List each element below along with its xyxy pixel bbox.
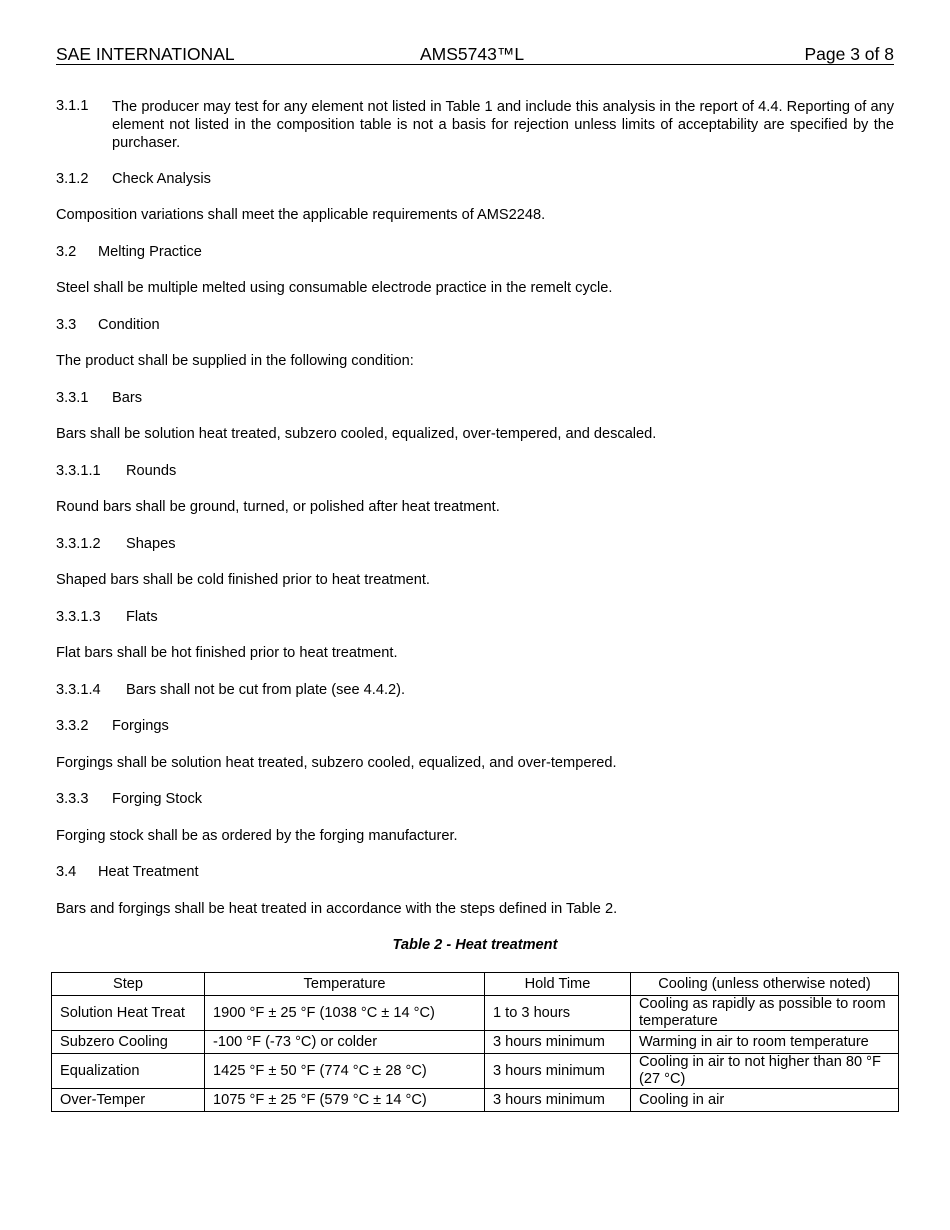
- section-title: Bars: [112, 390, 143, 406]
- cell-hold-time: 3 hours minimum: [485, 1054, 631, 1089]
- section-3-3-3-heading: [56, 790, 894, 808]
- section-title: Forging Stock: [112, 791, 203, 807]
- column-header-hold-time: Hold Time: [485, 973, 631, 996]
- section-3-1-1: [56, 98, 894, 152]
- table-row: [52, 996, 899, 1031]
- section-title: Melting Practice: [98, 244, 202, 260]
- cell-temperature: 1425 °F ± 50 °F (774 °C ± 28 °C): [205, 1054, 485, 1089]
- section-3-3-1-body: Bars shall be solution heat treated, subzero cooled, equalized, over-tempered, and descaled.: [56, 426, 657, 442]
- section-3-3-3-body: Forging stock shall be as ordered by the forging manufacturer.: [56, 828, 458, 844]
- section-title: Bars shall not be cut from plate (see 4.4.2).: [126, 682, 406, 698]
- table-row: [52, 1054, 899, 1089]
- cell-cooling: Cooling as rapidly as possible to room temperature: [631, 996, 899, 1031]
- cell-hold-time: 3 hours minimum: [485, 1031, 631, 1054]
- section-3-3-1-2-heading: [56, 535, 894, 553]
- section-number: 3.3.1.1: [56, 463, 101, 479]
- table-caption: Table 2 - Heat treatment: [392, 937, 558, 953]
- column-header-step: Step: [52, 973, 205, 996]
- cell-hold-time: 3 hours minimum: [485, 1089, 631, 1112]
- section-title: Flats: [126, 609, 158, 625]
- section-number: 3.4: [56, 864, 77, 880]
- cell-temperature: 1900 °F ± 25 °F (1038 °C ± 14 °C): [205, 996, 485, 1031]
- cell-temperature: -100 °F (-73 °C) or colder: [205, 1031, 485, 1054]
- cell-step: Over-Temper: [52, 1089, 205, 1112]
- cell-temperature: 1075 °F ± 25 °F (579 °C ± 14 °C): [205, 1089, 485, 1112]
- section-3-1-2-heading: [56, 170, 894, 188]
- cell-step: Subzero Cooling: [52, 1031, 205, 1054]
- section-number: 3.2: [56, 244, 77, 260]
- section-3-4-heading: [56, 863, 894, 881]
- section-3-1-2-body: Composition variations shall meet the applicable requirements of AMS2248.: [56, 207, 546, 223]
- section-title: Forgings: [112, 718, 169, 734]
- section-3-3-1-2-body: Shaped bars shall be cold finished prior to heat treatment.: [56, 572, 430, 588]
- section-3-3-1-3-body: Flat bars shall be hot finished prior to heat treatment.: [56, 645, 398, 661]
- section-title: Heat Treatment: [98, 864, 199, 880]
- section-3-3-1-3-heading: [56, 608, 894, 626]
- section-number: 3.1.2: [56, 171, 89, 187]
- section-text: The producer may test for any element not listed in Table 1 and include this analysis in the report of 4.4. Reporting of any element not listed in the composition table is not a basis for rejection unless limits of acceptability are specified by the purchaser.: [112, 99, 894, 151]
- section-number: 3.3.1.2: [56, 536, 101, 552]
- cell-step: Solution Heat Treat: [52, 996, 205, 1031]
- heat-treatment-table: [51, 972, 899, 1112]
- section-number: 3.3: [56, 317, 77, 333]
- section-3-3-heading: [56, 316, 894, 334]
- column-header-cooling: Cooling (unless otherwise noted): [631, 973, 899, 996]
- table-row: [52, 1031, 899, 1054]
- page-header: [56, 44, 894, 65]
- section-3-3-1-4: [56, 681, 894, 699]
- section-3-4-body: Bars and forgings shall be heat treated in accordance with the steps defined in Table 2.: [56, 901, 618, 917]
- cell-cooling: Cooling in air to not higher than 80 °F (27 °C): [631, 1054, 899, 1089]
- section-number: 3.3.2: [56, 718, 89, 734]
- section-number: 3.3.1.3: [56, 609, 101, 625]
- cell-cooling: Warming in air to room temperature: [631, 1031, 899, 1054]
- section-3-3-1-1-body: Round bars shall be ground, turned, or polished after heat treatment.: [56, 499, 500, 515]
- header-page-number: Page 3 of 8: [804, 44, 894, 64]
- section-number: 3.3.1.4: [56, 682, 101, 698]
- section-3-3-1-heading: [56, 389, 894, 407]
- cell-cooling: Cooling in air: [631, 1089, 899, 1112]
- section-3-2-body: Steel shall be multiple melted using consumable electrode practice in the remelt cycle.: [56, 280, 613, 296]
- column-header-temperature: Temperature: [205, 973, 485, 996]
- section-number: 3.3.1: [56, 390, 89, 406]
- section-3-3-1-1-heading: [56, 462, 894, 480]
- section-3-3-body: The product shall be supplied in the following condition:: [56, 353, 414, 369]
- section-number: 3.3.3: [56, 791, 89, 807]
- header-org: SAE INTERNATIONAL: [56, 44, 235, 64]
- section-title: Shapes: [126, 536, 176, 552]
- section-3-3-2-heading: [56, 717, 894, 735]
- cell-step: Equalization: [52, 1054, 205, 1089]
- section-title: Condition: [98, 317, 160, 333]
- cell-hold-time: 1 to 3 hours: [485, 996, 631, 1031]
- section-3-3-2-body: Forgings shall be solution heat treated, subzero cooled, equalized, and over-tempered.: [56, 755, 617, 771]
- section-title: Rounds: [126, 463, 177, 479]
- header-doc-number: AMS5743™L: [420, 44, 525, 64]
- table-header-row: [52, 973, 899, 996]
- section-number: 3.1.1: [56, 98, 89, 114]
- section-title: Check Analysis: [112, 171, 211, 187]
- section-3-2-heading: [56, 243, 894, 261]
- table-row: [52, 1089, 899, 1112]
